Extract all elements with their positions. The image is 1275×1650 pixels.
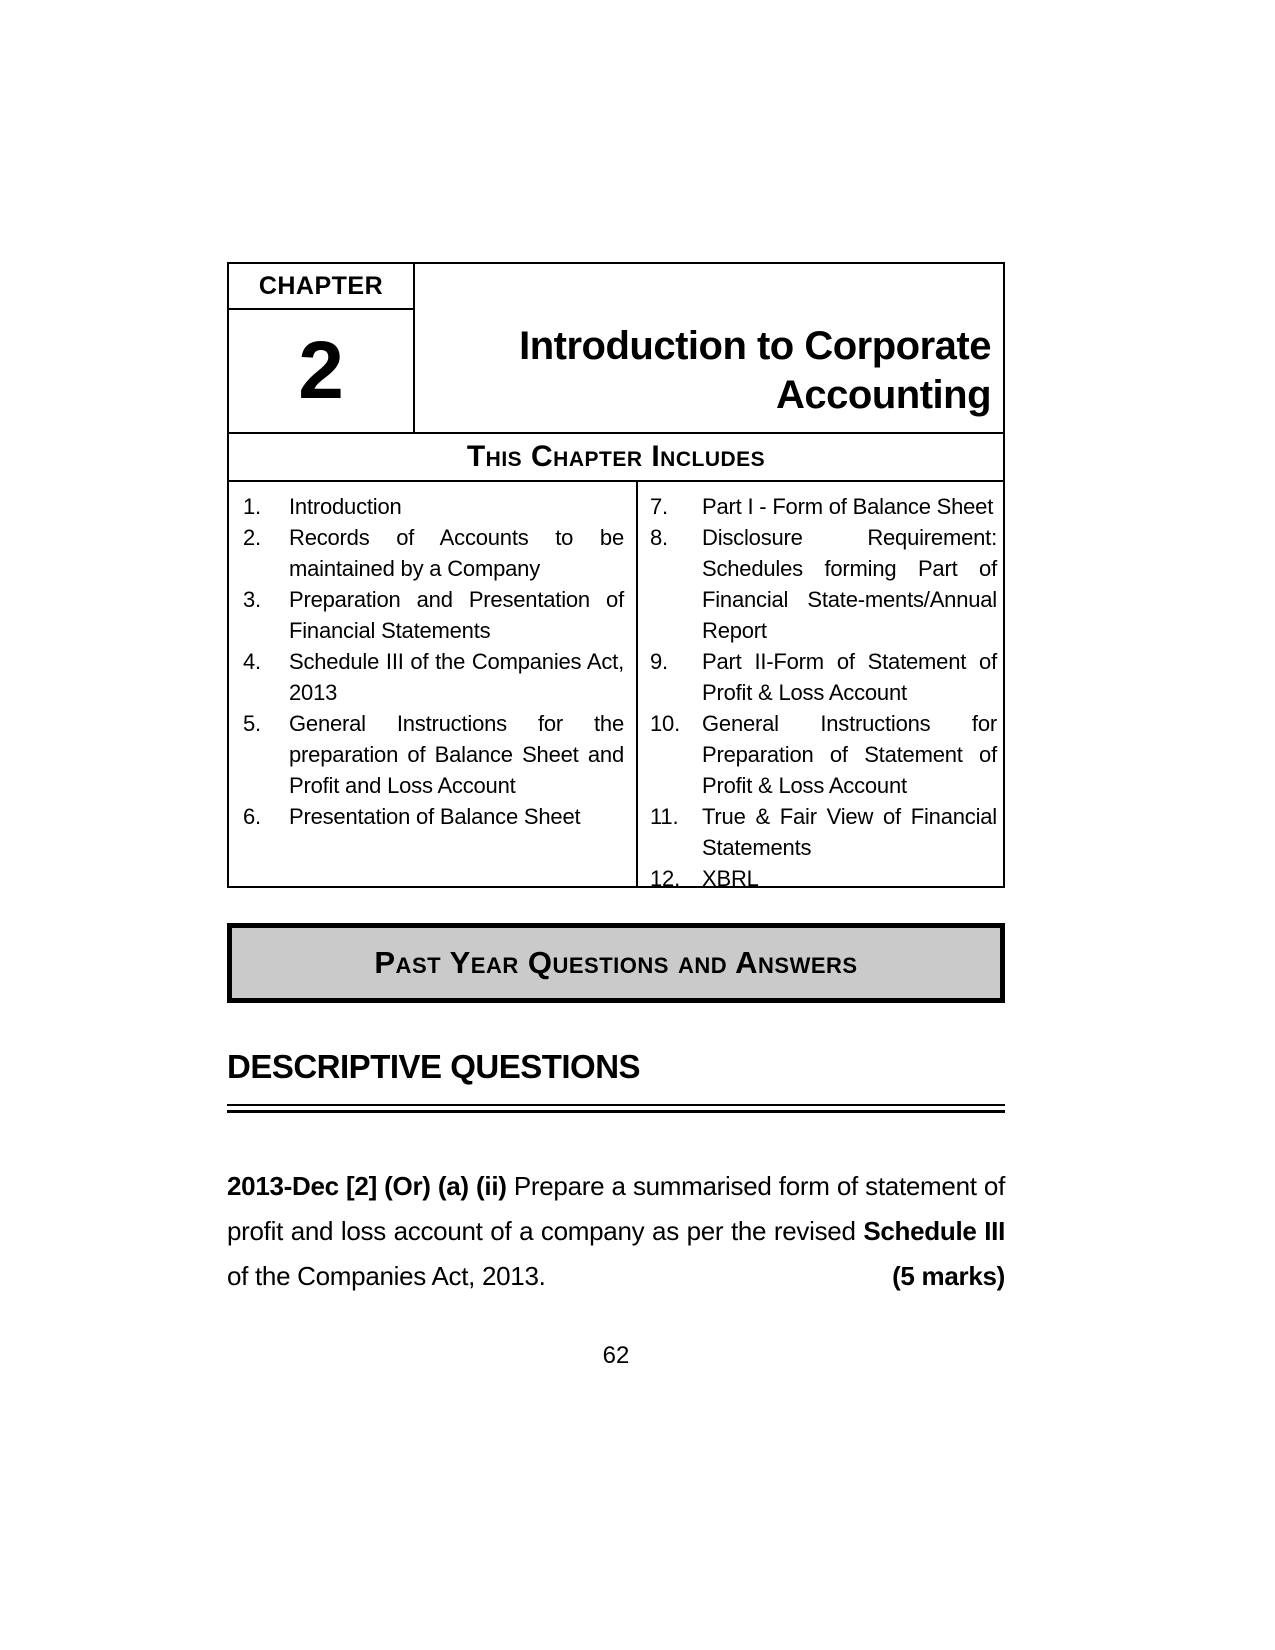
item-number: 1.	[243, 494, 261, 519]
item-text: XBRL	[702, 866, 759, 891]
item-text: Schedule III of the Companies Act, 2013	[289, 649, 624, 705]
chapter-cell	[229, 264, 415, 432]
item-text: Records of Accounts to be maintained by a Company	[289, 525, 624, 581]
item-number: 11.	[650, 804, 679, 829]
list-item	[243, 708, 624, 801]
section-heading: DESCRIPTIVE QUESTIONS	[227, 1048, 641, 1085]
list-item	[650, 708, 997, 801]
item-number: 6.	[243, 804, 261, 829]
item-text: Disclosure Requirement: Schedules forming Part of Financial State-ments/Annual Report	[702, 525, 997, 643]
question-bold-term: Schedule III	[863, 1216, 1006, 1246]
includes-lists	[229, 482, 1003, 891]
item-text: Part I - Form of Balance Sheet	[702, 494, 994, 519]
chapter-label: CHAPTER	[229, 264, 413, 310]
page-number: 62	[602, 1342, 630, 1369]
includes-list-left	[229, 482, 638, 886]
list-item	[243, 491, 624, 522]
double-rule-divider	[227, 1104, 1005, 1113]
item-number: 3.	[243, 587, 261, 612]
item-text: True & Fair View of Financial Statements	[702, 804, 997, 860]
item-number: 8.	[650, 525, 668, 550]
item-number: 9.	[650, 649, 668, 674]
item-text: General Instructions for Preparation of Statement of Profit & Loss Account	[702, 711, 997, 798]
item-number: 10.	[650, 711, 680, 736]
item-number: 2.	[243, 525, 261, 550]
question-text-1: Prepare a summarised form of statement of profit and loss account of a company as per the revised	[227, 1171, 1005, 1246]
item-number: 4.	[243, 649, 261, 674]
item-text: Introduction	[289, 494, 402, 519]
item-number: 5.	[243, 711, 261, 736]
marks-label: (5 marks)	[892, 1261, 1005, 1291]
chapter-info-table	[227, 262, 1005, 891]
chapter-number: 2	[298, 325, 344, 416]
list-item	[243, 801, 624, 832]
item-text: Part II-Form of Statement of Profit & Loss Account	[702, 649, 997, 705]
chapter-title-line-2: Accounting	[776, 373, 991, 417]
question-paragraph	[227, 1164, 1005, 1299]
banner-text: Past Year Questions and Answers	[374, 945, 858, 980]
item-number: 12.	[650, 866, 680, 891]
list-item	[243, 522, 624, 584]
includes-heading: This Chapter Includes	[229, 434, 1003, 482]
chapter-title	[415, 264, 1003, 432]
item-text: General Instructions for the preparation of Balance Sheet and Profit and Loss Account	[289, 711, 624, 798]
past-year-banner	[227, 923, 1005, 1003]
chapter-title-line-1: Introduction to Corporate	[519, 324, 991, 368]
list-item	[650, 491, 997, 522]
item-text: Preparation and Presentation of Financial Statements	[289, 587, 624, 643]
list-item	[650, 801, 997, 863]
list-item	[243, 646, 624, 708]
list-item	[650, 522, 997, 646]
list-item	[650, 646, 997, 708]
item-number: 7.	[650, 494, 668, 519]
includes-list-right	[638, 482, 1003, 891]
item-text: Presentation of Balance Sheet	[289, 804, 581, 829]
list-item	[650, 863, 997, 894]
chapter-header-row	[229, 264, 1003, 434]
question-text-2: of the Companies Act, 2013.	[227, 1261, 546, 1291]
list-item	[243, 584, 624, 646]
question-ref: 2013-Dec [2] (Or) (a) (ii)	[227, 1171, 507, 1201]
